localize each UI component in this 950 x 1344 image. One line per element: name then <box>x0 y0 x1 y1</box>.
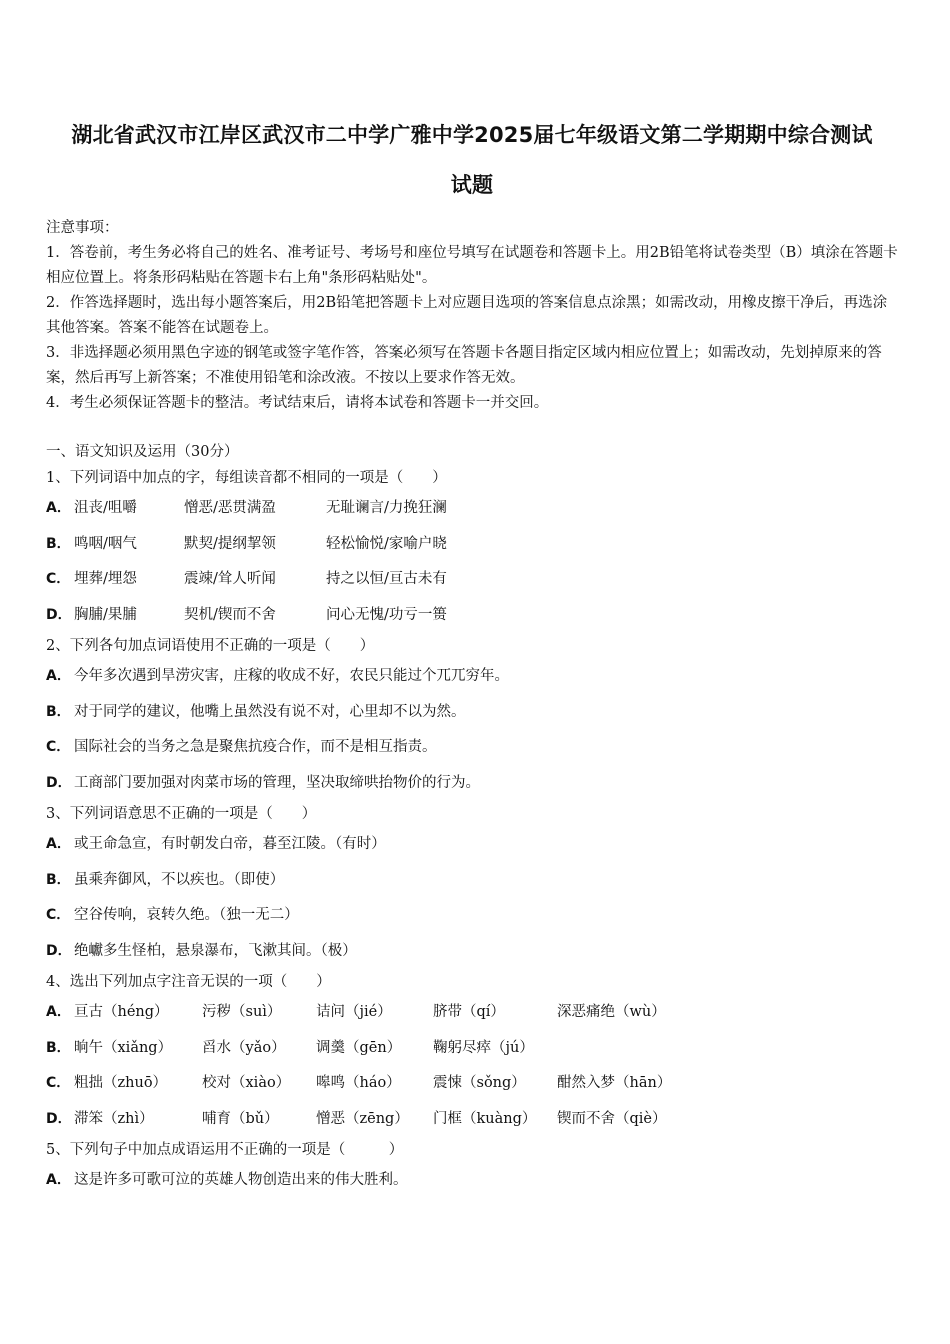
question-stem: 4、选出下列加点字注音无误的一项（ ） <box>46 974 331 990</box>
option-part: 持之以恒/亘古未有 <box>326 571 447 587</box>
option-c <box>46 898 898 934</box>
option-text: 工商部门要加强对肉菜市场的管理，坚决取缔哄抬物价的行为。 <box>74 774 480 791</box>
option-part: 震悚（sǒng） <box>433 1075 526 1091</box>
option-letter: A． <box>46 668 71 684</box>
option-a <box>46 827 898 863</box>
title-line-2: 试题 <box>450 173 494 197</box>
option-letter: B． <box>46 871 71 888</box>
option-part: 深恶痛绝（wù） <box>557 1004 666 1020</box>
option-part: 调羹（gēn） <box>316 1039 402 1056</box>
option-letter: D． <box>46 942 72 959</box>
option-part: 诘问（jié） <box>316 1004 392 1020</box>
option-part: 憎恶（zēng） <box>316 1110 409 1127</box>
option-text: 这是许多可歌可泣的英雄人物创造出来的伟大胜利。 <box>74 1172 408 1188</box>
option-letter: D． <box>46 1110 72 1127</box>
option-part: 默契/提纲挈领 <box>184 535 276 552</box>
option-letter: C． <box>46 1075 71 1091</box>
document-title <box>46 0 898 210</box>
question-4 <box>46 969 898 1137</box>
option-part: 无耻谰言/力挽狂澜 <box>326 500 447 516</box>
option-letter: B． <box>46 703 71 720</box>
option-c <box>46 1066 898 1102</box>
option-a <box>46 1163 898 1199</box>
option-text: 空谷传响，哀转久绝。（独一无二） <box>74 907 299 923</box>
option-letter: B． <box>46 1039 71 1056</box>
option-letter: C． <box>46 907 71 923</box>
option-part: 哺育（bǔ） <box>202 1110 279 1127</box>
option-part: 脐带（qí） <box>433 1004 505 1020</box>
question-stem: 2、下列各句加点词语使用不正确的一项是（ ） <box>46 638 375 654</box>
question-5 <box>46 1137 898 1199</box>
option-a <box>46 995 898 1031</box>
option-part: 埋葬/埋怨 <box>74 571 137 587</box>
notes-heading: 注意事项： <box>46 220 119 236</box>
option-d <box>46 1102 898 1138</box>
option-text: 对于同学的建议，他嘴上虽然没有说不对，心里却不以为然。 <box>74 703 466 720</box>
option-part: 晌午（xiǎng） <box>74 1039 173 1056</box>
option-letter: C． <box>46 571 71 587</box>
notes-block <box>46 216 898 416</box>
option-part: 锲而不舍（qiè） <box>557 1110 667 1127</box>
option-part: 胸脯/果脯 <box>74 606 137 623</box>
option-text: 或王命急宣，有时朝发白帝，暮至江陵。（有时） <box>74 836 386 852</box>
option-part: 亘古（héng） <box>74 1004 169 1020</box>
option-letter: C． <box>46 739 71 755</box>
option-part: 鞠躬尽瘁（jú） <box>433 1039 534 1056</box>
option-letter: A． <box>46 1004 71 1020</box>
option-text: 国际社会的当务之急是聚焦抗疫合作，而不是相互指责。 <box>74 739 437 755</box>
option-text: 绝巘多生怪柏，悬泉瀑布，飞漱其间。（极） <box>74 942 357 959</box>
option-letter: A． <box>46 836 71 852</box>
option-part: 滞笨（zhì） <box>74 1110 154 1127</box>
question-3 <box>46 801 898 969</box>
option-text: 今年多次遇到旱涝灾害，庄稼的收成不好，农民只能过个兀兀穷年。 <box>74 668 509 684</box>
question-stem: 5、下列句子中加点成语运用不正确的一项是（ ） <box>46 1142 404 1158</box>
question-stem: 1、下列词语中加点的字，每组读音都不相同的一项是（ ） <box>46 470 447 486</box>
notes-item-4: 4．考生必须保证答题卡的整洁。考试结束后，请将本试卷和答题卡一并交回。 <box>46 395 549 411</box>
option-d <box>46 934 898 970</box>
option-part: 轻松愉悦/家喻户晓 <box>326 535 447 552</box>
option-a <box>46 659 898 695</box>
notes-item-3: 3．非选择题必须用黑色字迹的钢笔或签字笔作答，答案必须写在答题卡各题目指定区域内相应位置上；如需改动，先划掉原来的答案，然后再写上新答案；不准使用铅笔和涂改液。不按以上要求作答无效。 <box>46 345 882 386</box>
option-part: 嗥鸣（háo） <box>316 1075 401 1091</box>
option-text: 虽乘奔御风，不以疾也。（即使） <box>74 871 285 888</box>
question-2 <box>46 633 898 801</box>
option-part: 酣然入梦（hān） <box>557 1075 672 1091</box>
option-letter: D． <box>46 774 72 791</box>
option-part: 契机/锲而不舍 <box>184 606 276 623</box>
option-part: 问心无愧/功亏一篑 <box>326 606 447 623</box>
option-c <box>46 730 898 766</box>
option-b <box>46 527 898 563</box>
option-b <box>46 695 898 731</box>
notes-item-1: 1．答卷前，考生务必将自己的姓名、准考证号、考场号和座位号填写在试题卷和答题卡上。用2B铅笔将试卷类型（B）填涂在答题卡相应位置上。将条形码粘贴在答题卡右上角"条形码粘贴处"。 <box>46 245 898 286</box>
option-part: 鸣咽/咽气 <box>74 535 137 552</box>
option-part: 门框（kuàng） <box>433 1110 537 1127</box>
option-letter: B． <box>46 535 71 552</box>
option-d <box>46 598 898 634</box>
option-part: 污秽（suì） <box>202 1004 282 1020</box>
option-b <box>46 1031 898 1067</box>
option-b <box>46 863 898 899</box>
title-line-1: 湖北省武汉市江岸区武汉市二中学广雅中学2025届七年级语文第二学期期中综合测试 <box>71 123 873 147</box>
option-letter: D． <box>46 606 72 623</box>
question-1 <box>46 465 898 633</box>
option-a <box>46 491 898 527</box>
option-part: 校对（xiào） <box>202 1075 291 1091</box>
notes-item-2: 2．作答选择题时，选出每小题答案后，用2B铅笔把答题卡上对应题目选项的答案信息点涂黑；如需改动，用橡皮擦干净后，再选涂其他答案。答案不能答在试题卷上。 <box>46 295 888 336</box>
option-letter: A． <box>46 500 71 516</box>
question-stem: 3、下列词语意思不正确的一项是（ ） <box>46 806 317 822</box>
option-part: 震竦/耸人听闻 <box>184 571 276 587</box>
section-heading: 一、语文知识及运用（30分） <box>46 444 239 460</box>
option-d <box>46 766 898 802</box>
option-part: 舀水（yǎo） <box>202 1039 286 1056</box>
option-letter: A． <box>46 1172 71 1188</box>
option-part: 粗拙（zhuō） <box>74 1075 168 1091</box>
option-c <box>46 562 898 598</box>
option-part: 沮丧/咀嚼 <box>74 500 137 516</box>
option-part: 憎恶/恶贯满盈 <box>184 500 276 516</box>
